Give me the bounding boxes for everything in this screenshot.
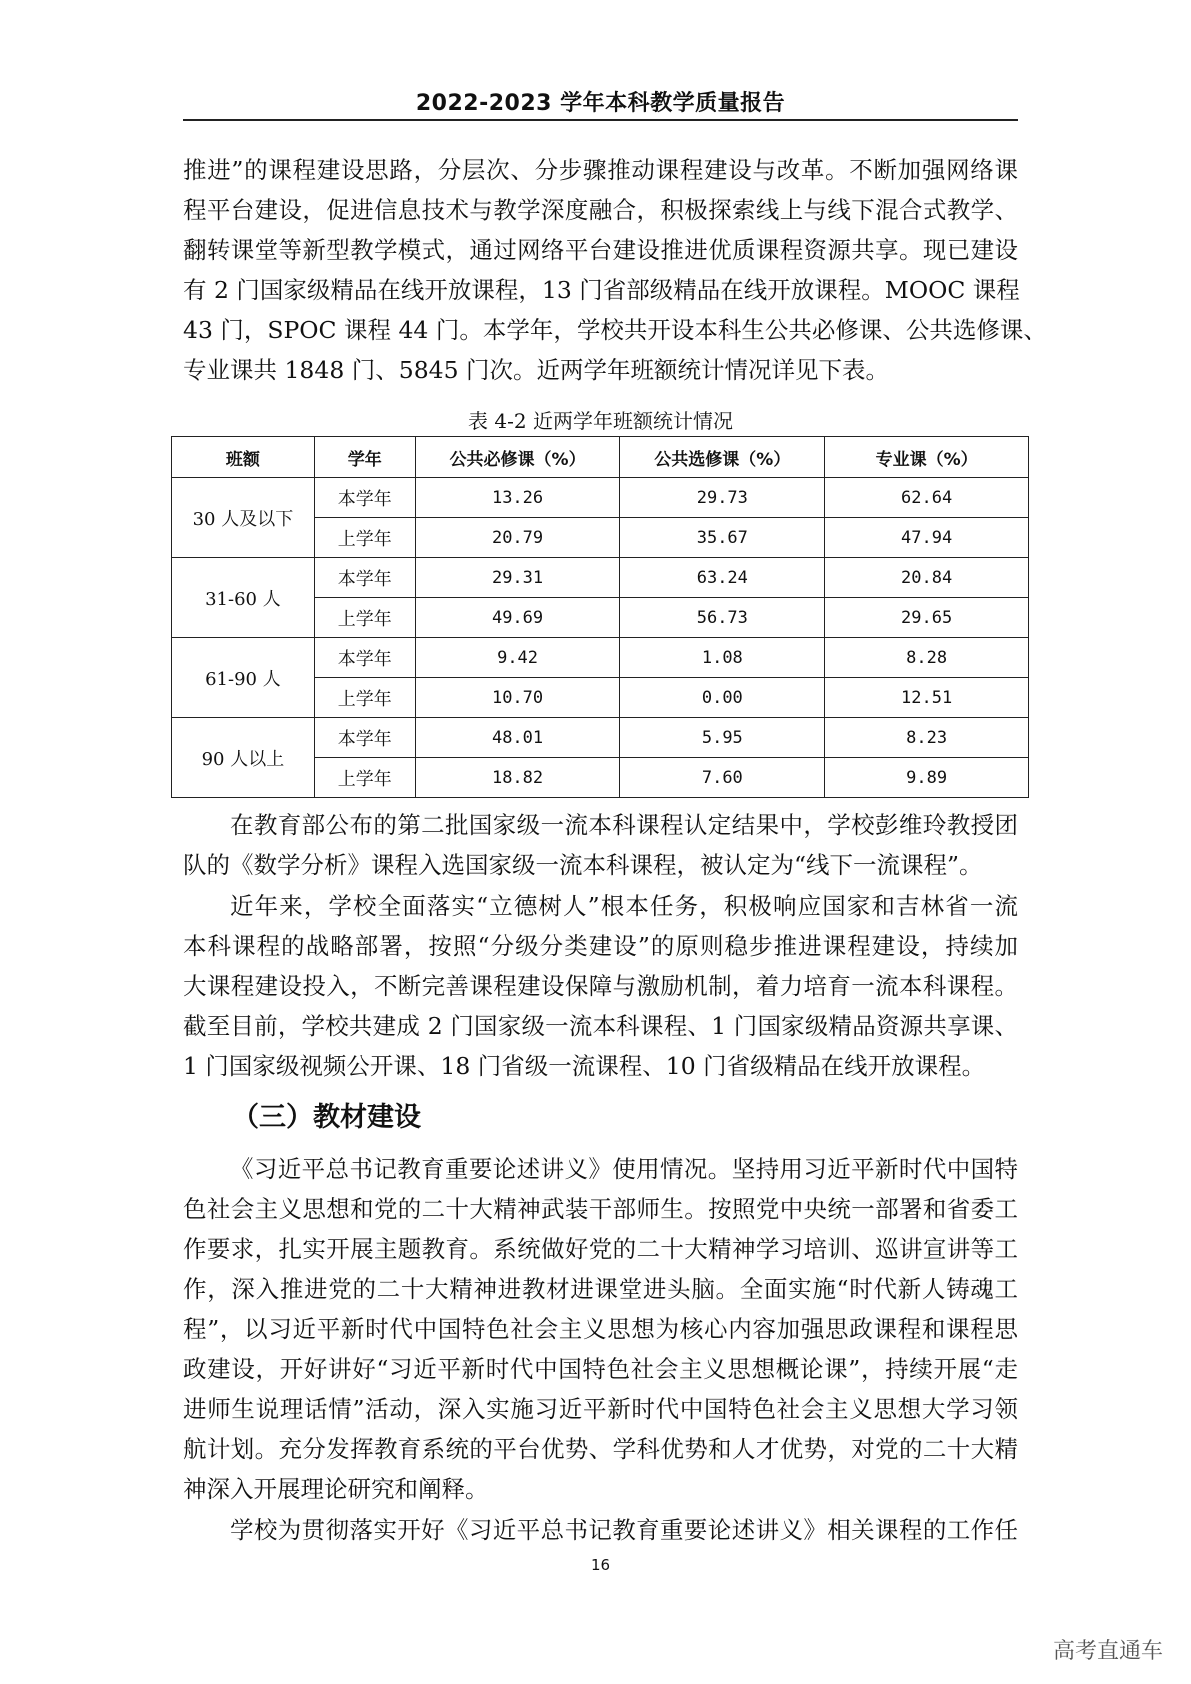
paragraph-course-implementation [183, 1510, 1018, 1550]
group-label-cell: 30 人及以下 [172, 478, 315, 558]
year-cell: 本学年 [314, 478, 415, 518]
page-header-title: 2022-2023 学年本科教学质量报告 [415, 91, 786, 116]
text-line: 专业课共 1848 门、5845 门次。近两学年班额统计情况详见下表。 [183, 356, 890, 384]
text-line: 进师生说理话情”活动，深入实施习近平新时代中国特色社会主义思想大学习领 [183, 1395, 1018, 1423]
header-divider [183, 119, 1018, 121]
value-cell: 63.24 [620, 558, 825, 598]
value-cell: 1.08 [620, 638, 825, 678]
text-line: 航计划。充分发挥教育系统的平台优势、学科优势和人才优势，对党的二十大精 [183, 1435, 1018, 1463]
value-cell: 9.89 [825, 758, 1029, 798]
value-cell: 8.23 [825, 718, 1029, 758]
year-cell: 上学年 [314, 518, 415, 558]
value-cell: 0.00 [620, 678, 825, 718]
paragraph-textbook-usage [183, 1149, 1018, 1509]
value-cell: 48.01 [415, 718, 620, 758]
value-cell: 35.67 [620, 518, 825, 558]
table-row [172, 558, 1029, 598]
section-heading: （三）教材建设 [232, 1102, 421, 1133]
year-cell: 本学年 [314, 638, 415, 678]
year-cell: 上学年 [314, 758, 415, 798]
text-line: 程平台建设，促进信息技术与教学深度融合，积极探索线上与线下混合式教学、 [183, 196, 1018, 224]
group-label-cell: 61-90 人 [172, 638, 315, 718]
text-line: 截至目前，学校共建成 2 门国家级一流本科课程、1 门国家级精品资源共享课、 [183, 1012, 1018, 1040]
value-cell: 56.73 [620, 598, 825, 638]
year-cell: 本学年 [314, 558, 415, 598]
text-line: 政建设，开好讲好“习近平新时代中国特色社会主义思想概论课”，持续开展“走 [183, 1355, 1018, 1383]
value-cell: 18.82 [415, 758, 620, 798]
table-header-row [172, 437, 1029, 478]
text-line: 在教育部公布的第二批国家级一流本科课程认定结果中，学校彭维玲教授团 [230, 811, 1018, 839]
text-line: 有 2 门国家级精品在线开放课程，13 门省部级精品在线开放课程。MOOC 课程 [183, 276, 1020, 304]
class-size-table [171, 436, 1029, 798]
table-row [172, 718, 1029, 758]
text-line: 作要求，扎实开展主题教育。系统做好党的二十大精神学习培训、巡讲宣讲等工 [183, 1235, 1018, 1263]
text-line: 1 门国家级视频公开课、18 门省级一流课程、10 门省级精品在线开放课程。 [183, 1052, 986, 1080]
group-label-cell: 90 人以上 [172, 718, 315, 798]
text-line: 色社会主义思想和党的二十大精神武装干部师生。按照党中央统一部署和省委工 [183, 1195, 1018, 1223]
value-cell: 29.31 [415, 558, 620, 598]
value-cell: 29.65 [825, 598, 1029, 638]
value-cell: 20.79 [415, 518, 620, 558]
header-cell-required: 公共必修课（%） [415, 437, 620, 478]
watermark-text: 高考直通车 [1052, 1639, 1163, 1664]
header-cell-size: 班额 [172, 437, 315, 478]
text-line: 推进”的课程建设思路，分层次、分步骤推动课程建设与改革。不断加强网络课 [183, 156, 1018, 184]
group-label-cell: 31-60 人 [172, 558, 315, 638]
paragraph-course-platform [183, 150, 1047, 390]
text-line: 本科课程的战略部署，按照“分级分类建设”的原则稳步推进课程建设，持续加 [183, 932, 1018, 960]
text-line: 队的《数学分析》课程入选国家级一流本科课程，被认定为“线下一流课程”。 [183, 851, 983, 879]
value-cell: 49.69 [415, 598, 620, 638]
header-cell-major: 专业课（%） [825, 437, 1029, 478]
value-cell: 62.64 [825, 478, 1029, 518]
paragraph-first-class-course [183, 805, 1018, 885]
year-cell: 上学年 [314, 678, 415, 718]
text-line: 学校为贯彻落实开好《习近平总书记教育重要论述讲义》相关课程的工作任 [230, 1516, 1018, 1544]
value-cell: 20.84 [825, 558, 1029, 598]
header-cell-elective: 公共选修课（%） [620, 437, 825, 478]
value-cell: 5.95 [620, 718, 825, 758]
paragraph-course-construction [183, 886, 1018, 1086]
value-cell: 47.94 [825, 518, 1029, 558]
text-line: 大课程建设投入，不断完善课程建设保障与激励机制，着力培育一流本科课程。 [183, 972, 1018, 1000]
value-cell: 13.26 [415, 478, 620, 518]
text-line: 程”，以习近平新时代中国特色社会主义思想为核心内容加强思政课程和课程思 [183, 1315, 1018, 1343]
value-cell: 12.51 [825, 678, 1029, 718]
text-line: 《习近平总书记教育重要论述讲义》使用情况。坚持用习近平新时代中国特 [230, 1155, 1018, 1183]
value-cell: 8.28 [825, 638, 1029, 678]
text-line: 作，深入推进党的二十大精神进教材进课堂进头脑。全面实施“时代新人铸魂工 [183, 1275, 1018, 1303]
text-line: 神深入开展理论研究和阐释。 [183, 1475, 489, 1503]
value-cell: 9.42 [415, 638, 620, 678]
text-line: 近年来，学校全面落实“立德树人”根本任务，积极响应国家和吉林省一流 [230, 892, 1018, 920]
year-cell: 上学年 [314, 598, 415, 638]
text-line: 翻转课堂等新型教学模式，通过网络平台建设推进优质课程资源共享。现已建设 [183, 236, 1018, 264]
table-caption: 表 4-2 近两学年班额统计情况 [468, 409, 733, 433]
table-row [172, 478, 1029, 518]
page-number: 16 [590, 1556, 611, 1574]
text-line: 43 门，SPOC 课程 44 门。本学年，学校共开设本科生公共必修课、公共选修课、 [183, 316, 1047, 344]
value-cell: 7.60 [620, 758, 825, 798]
header-cell-year: 学年 [314, 437, 415, 478]
value-cell: 29.73 [620, 478, 825, 518]
year-cell: 本学年 [314, 718, 415, 758]
table-row [172, 638, 1029, 678]
value-cell: 10.70 [415, 678, 620, 718]
